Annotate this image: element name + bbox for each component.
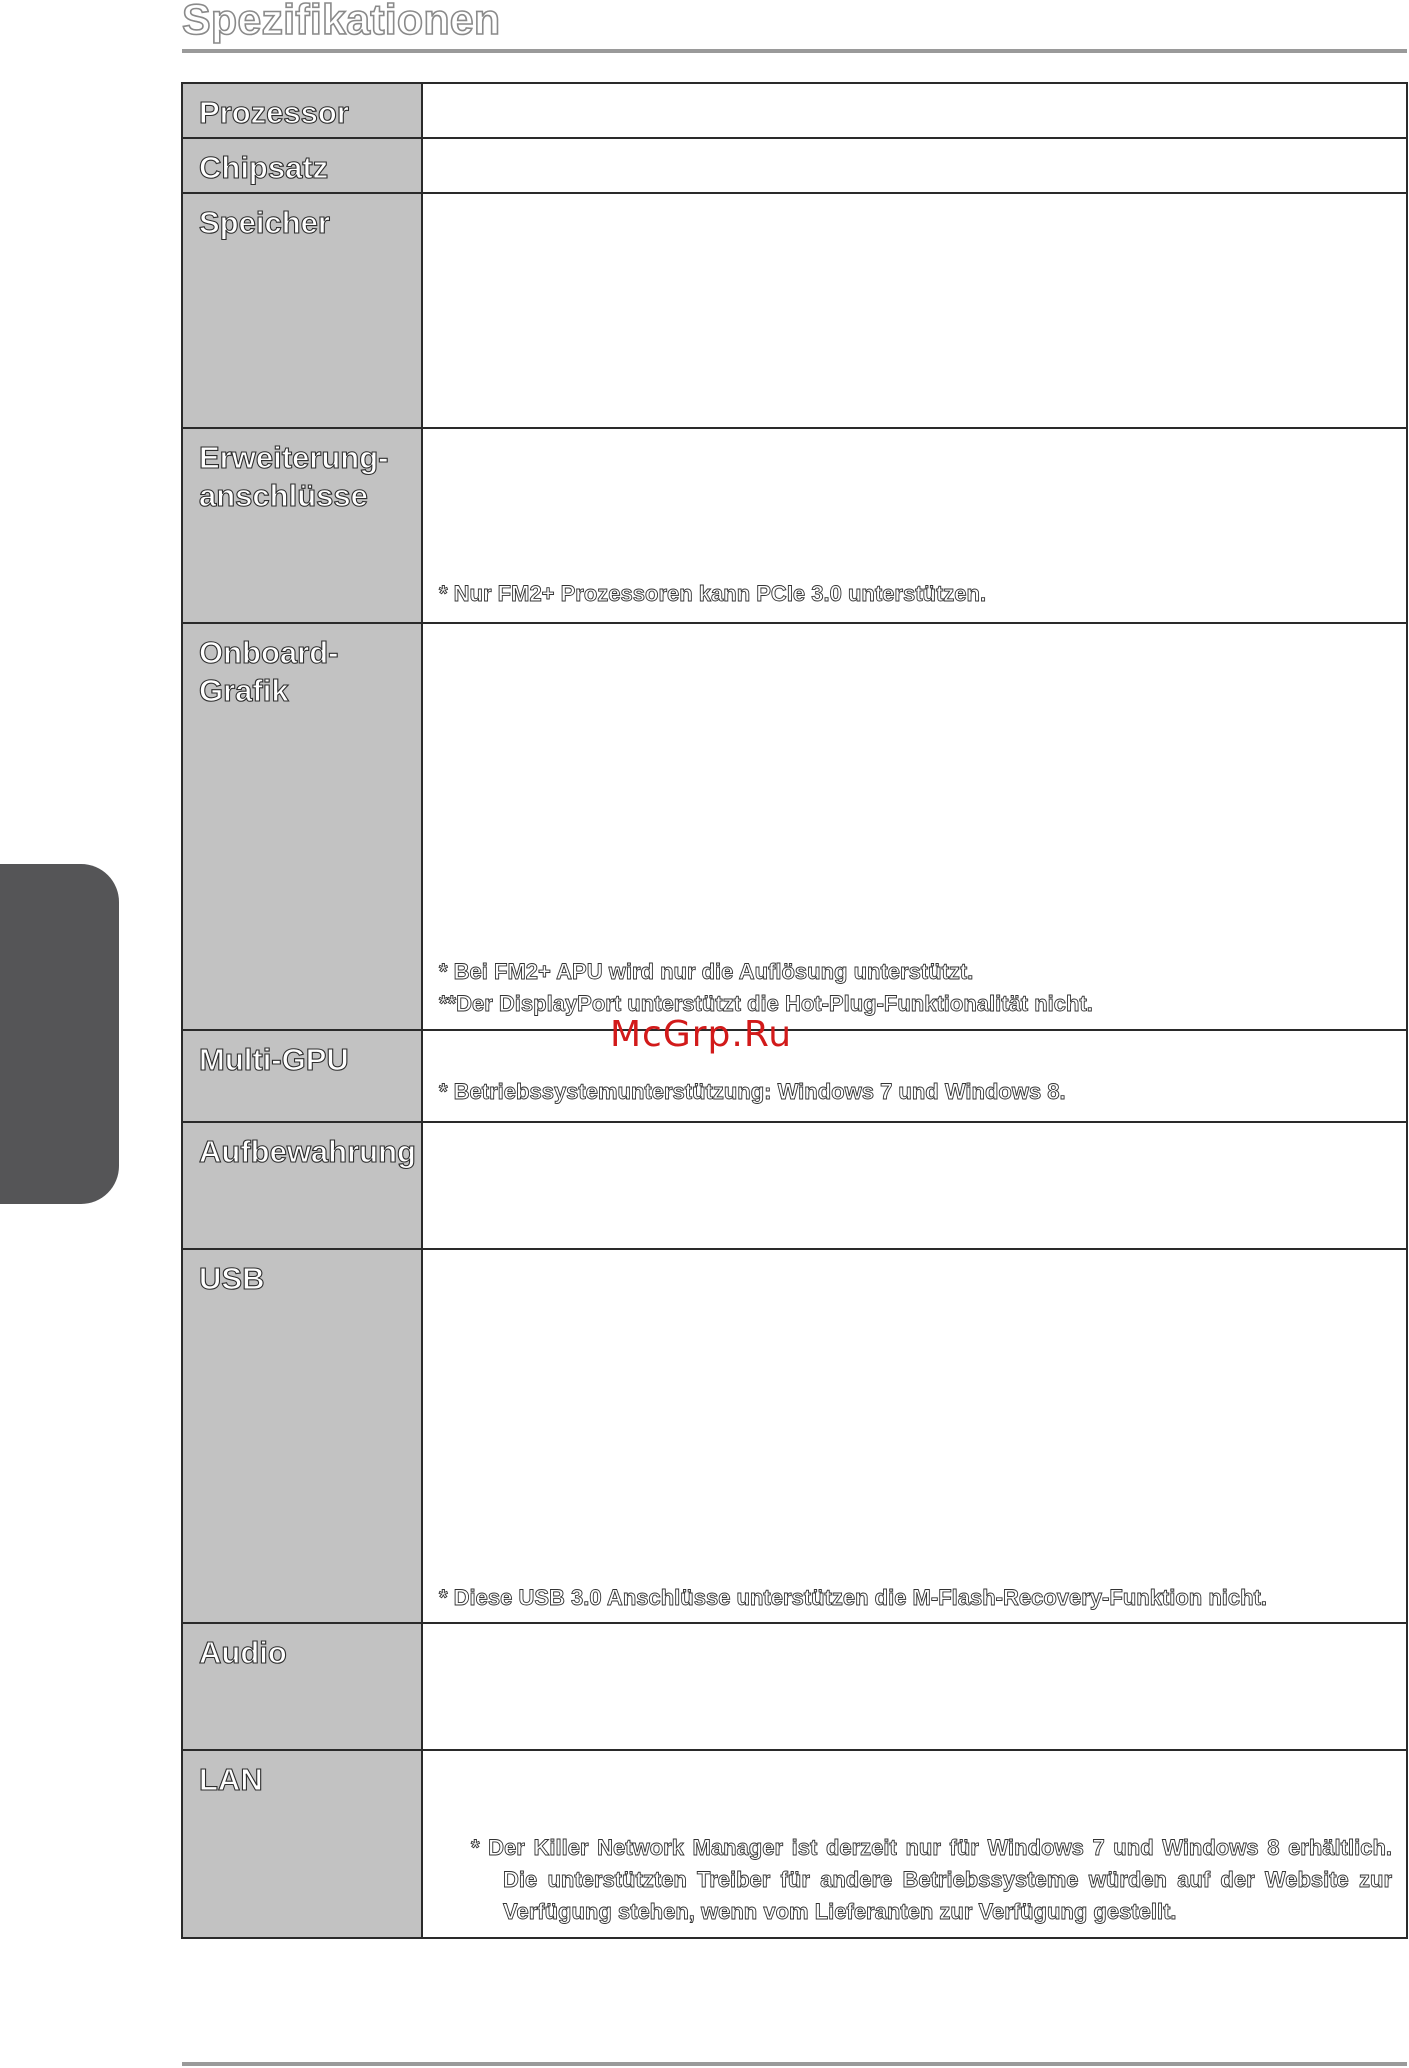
spec-row-grafik: [182, 623, 1407, 1030]
spec-label-grafik: Onboard-Grafik: [199, 635, 339, 708]
spec-value-multigpu: [422, 1030, 1407, 1122]
footnote-displayport: **Der DisplayPort unterstützt die Hot-Plug-Funktionalität nicht.: [439, 991, 1093, 1016]
spec-value-audio: [422, 1623, 1407, 1750]
spec-value-erweiterung: [422, 428, 1407, 623]
spec-row-aufbewahrung: [182, 1122, 1407, 1249]
spec-label-erweiterung: Erweiterung-anschlüsse: [199, 440, 389, 513]
spec-label-cell: [182, 193, 422, 428]
spec-row-multigpu: [182, 1030, 1407, 1122]
spec-row-audio: [182, 1623, 1407, 1750]
spec-value-chipsatz: [422, 138, 1407, 193]
spec-label-prozessor: Prozessor: [199, 95, 349, 130]
spec-label-cell: [182, 1030, 422, 1122]
spec-row-chipsatz: [182, 138, 1407, 193]
spec-label-cell: [182, 428, 422, 623]
footnote-aufloesung: * Bei FM2+ APU wird nur die Auflösung unterstützt.: [439, 959, 974, 984]
spec-value-aufbewahrung: [422, 1122, 1407, 1249]
spec-label-cell: [182, 138, 422, 193]
spec-label-cell: [182, 1122, 422, 1249]
spec-label-cell: [182, 1623, 422, 1750]
page-title: Spezifikationen: [182, 0, 501, 44]
spec-label-lan: LAN: [199, 1762, 263, 1797]
spec-label-cell: [182, 1249, 422, 1623]
spec-value-speicher: [422, 193, 1407, 428]
footnote-betriebssystem: * Betriebssystemunterstützung: Windows 7 und Windows 8.: [439, 1079, 1066, 1104]
spec-value-grafik: [422, 623, 1407, 1030]
spec-label-cell: [182, 83, 422, 138]
spec-table: [181, 82, 1408, 1939]
spec-row-erweiterung: [182, 428, 1407, 623]
spec-value-prozessor: [422, 83, 1407, 138]
footnote-pcie: * Nur FM2+ Prozessoren kann PCIe 3.0 unterstützen.: [439, 581, 987, 606]
spec-label-multigpu: Multi-GPU: [199, 1042, 349, 1077]
title-divider: [182, 49, 1407, 53]
spec-row-lan: [182, 1750, 1407, 1938]
side-section-tab: [0, 864, 119, 1204]
spec-label-cell: [182, 1750, 422, 1938]
spec-row-usb: [182, 1249, 1407, 1623]
spec-label-audio: Audio: [199, 1635, 287, 1670]
spec-label-speicher: Speicher: [199, 205, 330, 240]
spec-row-prozessor: [182, 83, 1407, 138]
footnote-mflash: * Diese USB 3.0 Anschlüsse unterstützen die M-Flash-Recovery-Funktion nicht.: [439, 1585, 1268, 1610]
spec-label-chipsatz: Chipsatz: [199, 150, 329, 185]
spec-value-lan: [422, 1750, 1407, 1938]
spec-label-aufbewahrung: Aufbewahrung: [199, 1134, 416, 1169]
spec-label-cell: [182, 623, 422, 1030]
spec-value-usb: [422, 1249, 1407, 1623]
spec-row-speicher: [182, 193, 1407, 428]
watermark-text: McGrp.Ru: [610, 1014, 793, 1055]
bottom-divider: [182, 2062, 1407, 2066]
spec-label-usb: USB: [199, 1261, 265, 1296]
footnote-killer: * Der Killer Network Manager ist derzeit nur für Windows 7 und Windows 8 erhältlich. Die unterstützten Treiber für andere Betriebssysteme würden auf der Website zur Verfügung stehen, wenn vom Lieferanten zur Verfügung gestellt.: [471, 1835, 1392, 1924]
